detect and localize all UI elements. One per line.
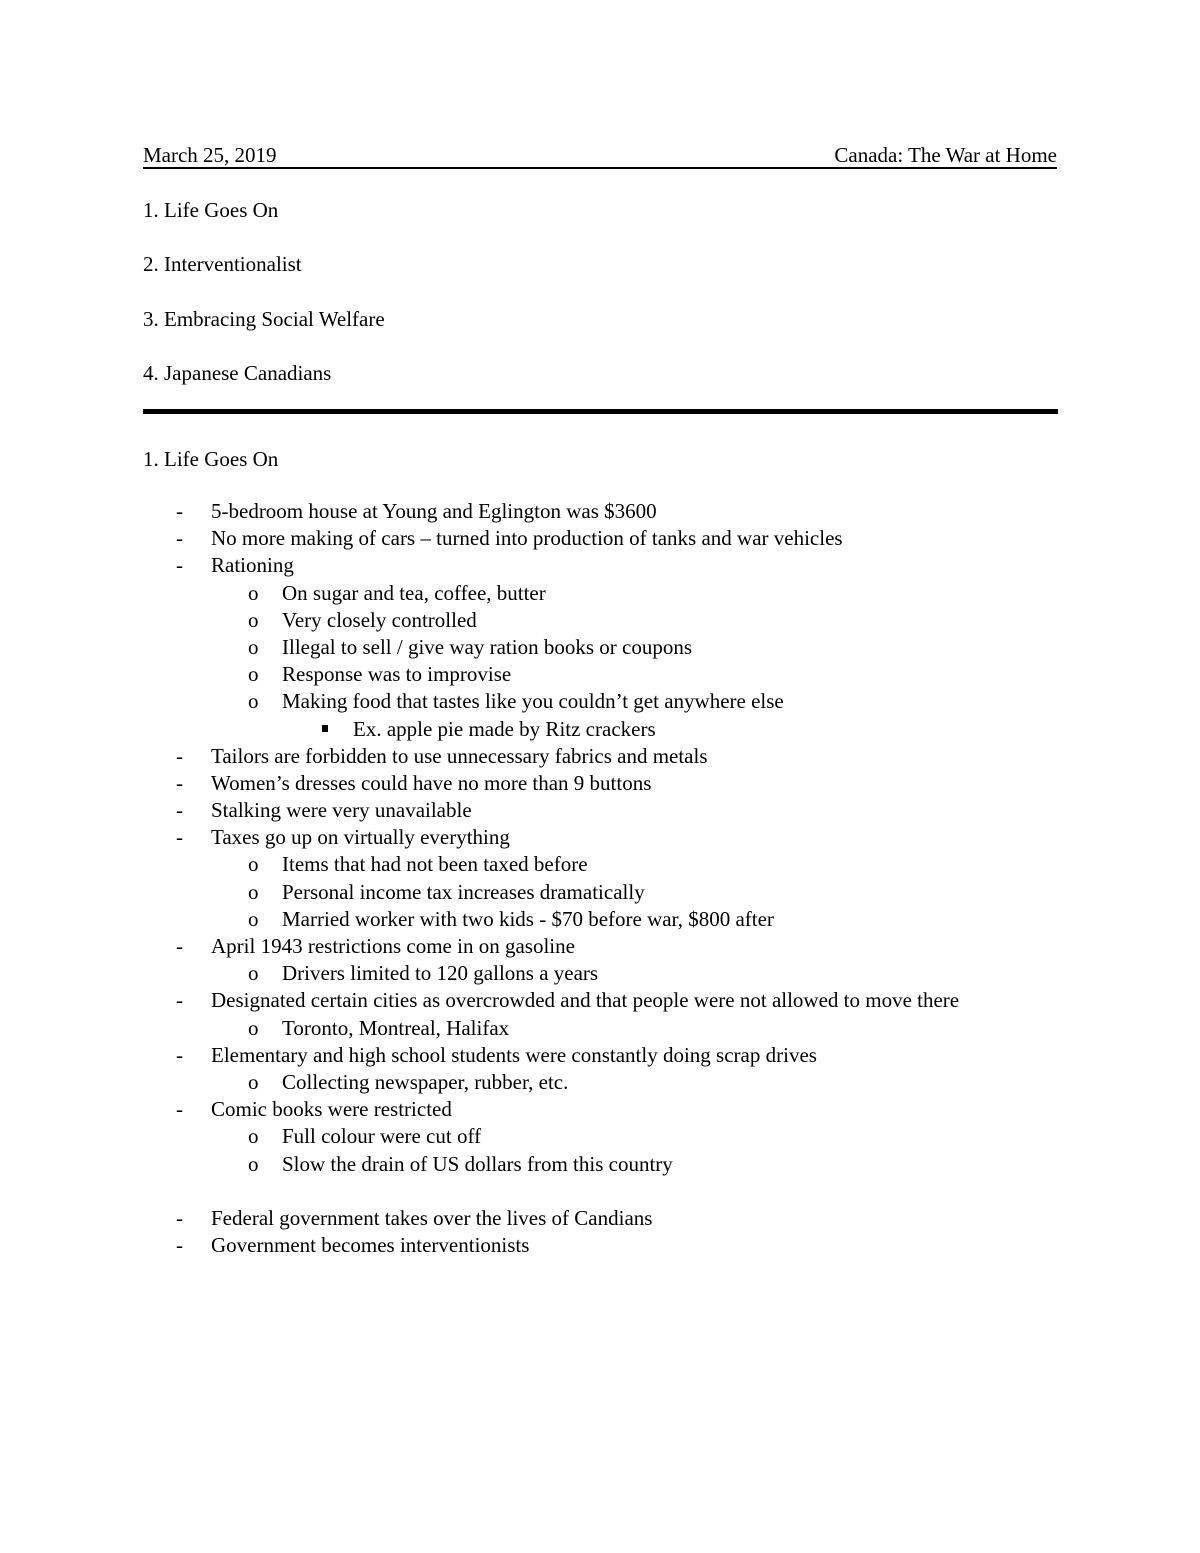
dash-bullet: - [176,825,183,850]
list-item [0,933,1200,960]
circle-bullet: o [248,607,259,632]
note-text: On sugar and tea, coffee, butter [282,580,546,605]
dash-bullet: - [176,770,183,795]
note-text: Stalking were very unavailable [211,798,472,823]
note-text: Taxes go up on virtually everything [211,825,510,850]
list-item [0,525,1200,552]
circle-bullet: o [248,662,259,687]
note-text: Women’s dresses could have no more than 9 buttons [211,770,652,795]
dash-bullet: - [176,798,183,823]
note-text: Designated certain cities as overcrowded and that people were not allowed to move there [211,988,960,1013]
header-title: Canada: The War at Home [834,143,1057,167]
circle-bullet: o [248,1069,259,1094]
list-item [0,1151,1200,1178]
list-item [0,960,1200,987]
list-item [0,743,1200,770]
page-header [143,143,1057,169]
toc-item: 4. Japanese Canadians [143,361,332,385]
note-text: Very closely controlled [282,607,477,632]
note-text: 5-bedroom house at Young and Eglington was $3600 [211,499,657,523]
section-divider [143,409,1058,414]
circle-bullet: o [248,689,259,714]
section-heading: 1. Life Goes On [143,447,279,471]
list-item [0,552,1200,579]
circle-bullet: o [248,580,259,605]
header-date: March 25, 2019 [143,143,277,167]
list-item [0,770,1200,797]
dash-bullet: - [176,1205,183,1230]
toc-item: 2. Interventionalist [143,252,302,276]
list-item [0,1205,1200,1232]
dash-bullet: - [176,499,183,523]
dash-bullet: - [176,526,183,551]
list-item [0,580,1200,607]
list-item [0,1232,1200,1259]
note-text: Illegal to sell / give way ration books or coupons [282,634,693,659]
list-item [0,906,1200,933]
toc-item: 1. Life Goes On [143,198,279,222]
list-item [0,498,1200,525]
note-text: Making food that tastes like you couldn’t get anywhere else [282,689,784,714]
list-item [0,1096,1200,1123]
note-text: Drivers limited to 120 gallons a years [282,961,599,986]
list-item [0,879,1200,906]
list-item [0,1042,1200,1069]
note-text: Items that had not been taxed before [282,852,588,877]
dash-bullet: - [176,934,183,958]
dash-bullet: - [176,1042,183,1067]
list-item [0,607,1200,634]
note-text: April 1943 restrictions come in on gasoline [211,934,575,958]
list-item [0,1015,1200,1042]
dash-bullet: - [176,553,183,578]
note-text: Comic books were restricted [211,1097,452,1122]
circle-bullet: o [248,879,259,904]
circle-bullet: o [248,1151,259,1176]
dash-bullet: - [176,1097,183,1122]
note-text: Response was to improvise [282,662,512,687]
list-item [0,797,1200,824]
dash-bullet: - [176,743,183,768]
note-text: Rationing [211,553,294,578]
circle-bullet: o [248,1124,259,1149]
note-text: Government becomes interventionists [211,1232,530,1257]
note-text: Full colour were cut off [282,1124,482,1149]
list-item [0,987,1200,1014]
note-text: Personal income tax increases dramatically [282,879,645,904]
circle-bullet: o [248,852,259,877]
list-item [0,634,1200,661]
list-item [0,688,1200,715]
list-item [0,1069,1200,1096]
list-item [0,1123,1200,1150]
square-bullet-icon [322,725,328,732]
circle-bullet: o [248,961,259,986]
note-text: Married worker with two kids - $70 before war, $800 after [282,906,774,931]
note-text: Tailors are forbidden to use unnecessary fabrics and metals [211,743,708,768]
notes-outline [0,498,1200,1259]
note-text: Toronto, Montreal, Halifax [282,1015,510,1040]
list-item [0,824,1200,851]
circle-bullet: o [248,1015,259,1040]
note-text: Slow the drain of US dollars from this country [282,1151,673,1176]
note-text: Federal government takes over the lives of Candians [211,1205,653,1230]
note-text: Ex. apple pie made by Ritz crackers [353,716,656,741]
list-item [0,716,1200,743]
dash-bullet: - [176,1232,183,1257]
list-item [0,661,1200,688]
note-text: Elementary and high school students were constantly doing scrap drives [211,1042,817,1067]
note-text: Collecting newspaper, rubber, etc. [282,1069,569,1094]
note-text: No more making of cars – turned into production of tanks and war vehicles [211,526,843,551]
toc-item: 3. Embracing Social Welfare [143,307,385,331]
circle-bullet: o [248,906,259,931]
circle-bullet: o [248,634,259,659]
list-item [0,851,1200,878]
dash-bullet: - [176,988,183,1013]
